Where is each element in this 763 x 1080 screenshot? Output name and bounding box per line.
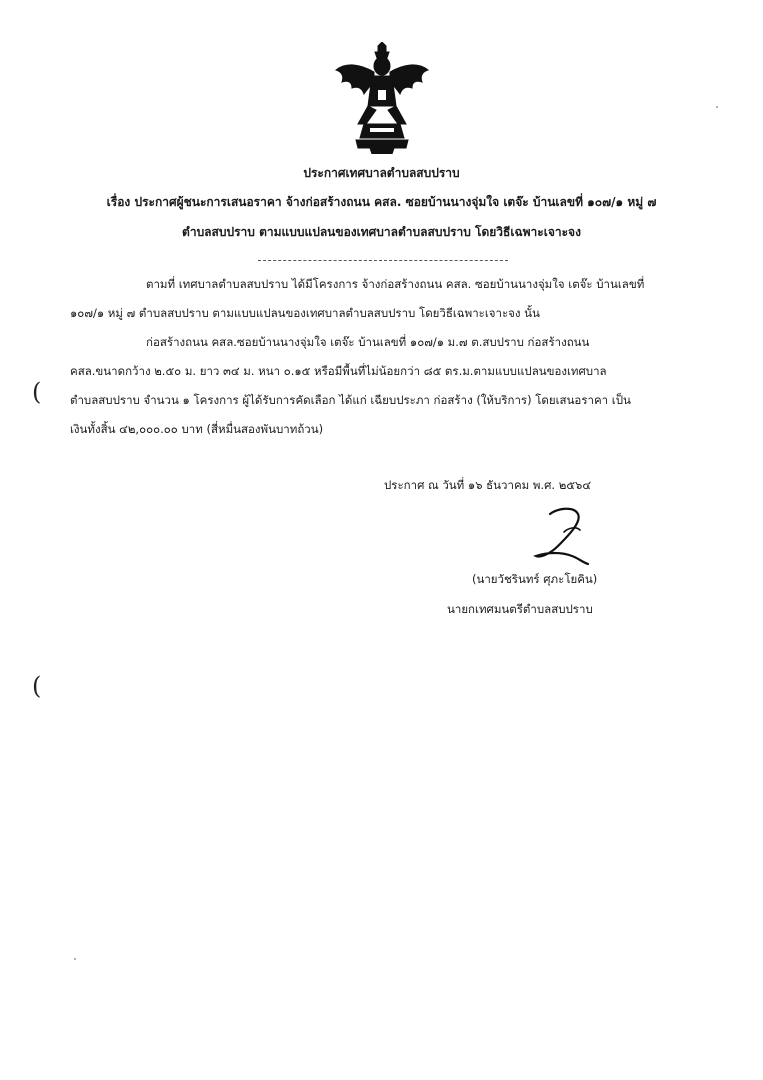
punch-hole-mark-icon: ( [32, 672, 42, 700]
signer-title: นายกเทศมนตรีตำบลสบปราบ [447, 602, 593, 616]
body-line: ก่อสร้างถนน คสล.ซอยบ้านนางจุ่มใจ เตจ๊ะ บ้านเลขที่ ๑๐๗/๑ ม.๗ ต.สบปราบ ก่อสร้างถนน [146, 335, 590, 349]
subject-line-2: ตำบลสบปราบ ตามแบบแปลนของเทศบาลตำบลสบปราบ โดยวิธีเฉพาะเจาะจง [182, 225, 581, 239]
garuda-emblem-icon [334, 42, 430, 154]
body-line: คสล.ขนาดกว้าง ๒.๕๐ ม. ยาว ๓๔ ม. หนา ๐.๑๕ หรือมีพื้นที่ไม่น้อยกว่า ๘๕ ตร.ม.ตามแบบแปลนของเทศบาล [70, 364, 607, 378]
subject-line-1: เรื่อง ประกาศผู้ชนะการเสนอราคา จ้างก่อสร้างถนน คสล. ซอยบ้านนางจุ่มใจ เตจ๊ะ บ้านเลขที่ ๑๐๗/๑ หมู่ ๗ [106, 195, 657, 209]
punch-hole-mark-icon: ( [32, 378, 42, 406]
separator-line [258, 260, 508, 261]
body-line: ตำบลสบปราบ จำนวน ๑ โครงการ ผู้ได้รับการคัดเลือก ได้แก่ เฉียบประภา ก่อสร้าง (ให้บริการ) โดยเสนอราคา เป็น [70, 393, 631, 407]
body-line: ๑๐๗/๑ หมู่ ๗ ตำบลสบปราบ ตามแบบแปลนของเทศบาลตำบลสบปราบ โดยวิธีเฉพาะเจาะจง นั้น [70, 306, 540, 320]
body-line: เงินทั้งสิ้น ๔๒,๐๐๐.๐๐ บาท (สี่หมื่นสองพันบาทถ้วน) [70, 422, 324, 436]
scan-speck [74, 958, 76, 960]
scan-speck [716, 106, 718, 108]
announcement-date: ประกาศ ณ วันที่ ๑๖ ธันวาคม พ.ศ. ๒๕๖๔ [384, 478, 592, 492]
announcement-title: ประกาศเทศบาลตำบลสบปราบ [303, 166, 460, 180]
body-line: ตามที่ เทศบาลตำบลสบปราบ ได้มีโครงการ จ้างก่อสร้างถนน คสล. ซอยบ้านนางจุ่มใจ เตจ๊ะ บ้านเลขที่ [146, 277, 645, 291]
handwritten-signature [528, 506, 598, 568]
signer-name: (นายวัชรินทร์ ศุภะโยคิน) [472, 572, 598, 586]
